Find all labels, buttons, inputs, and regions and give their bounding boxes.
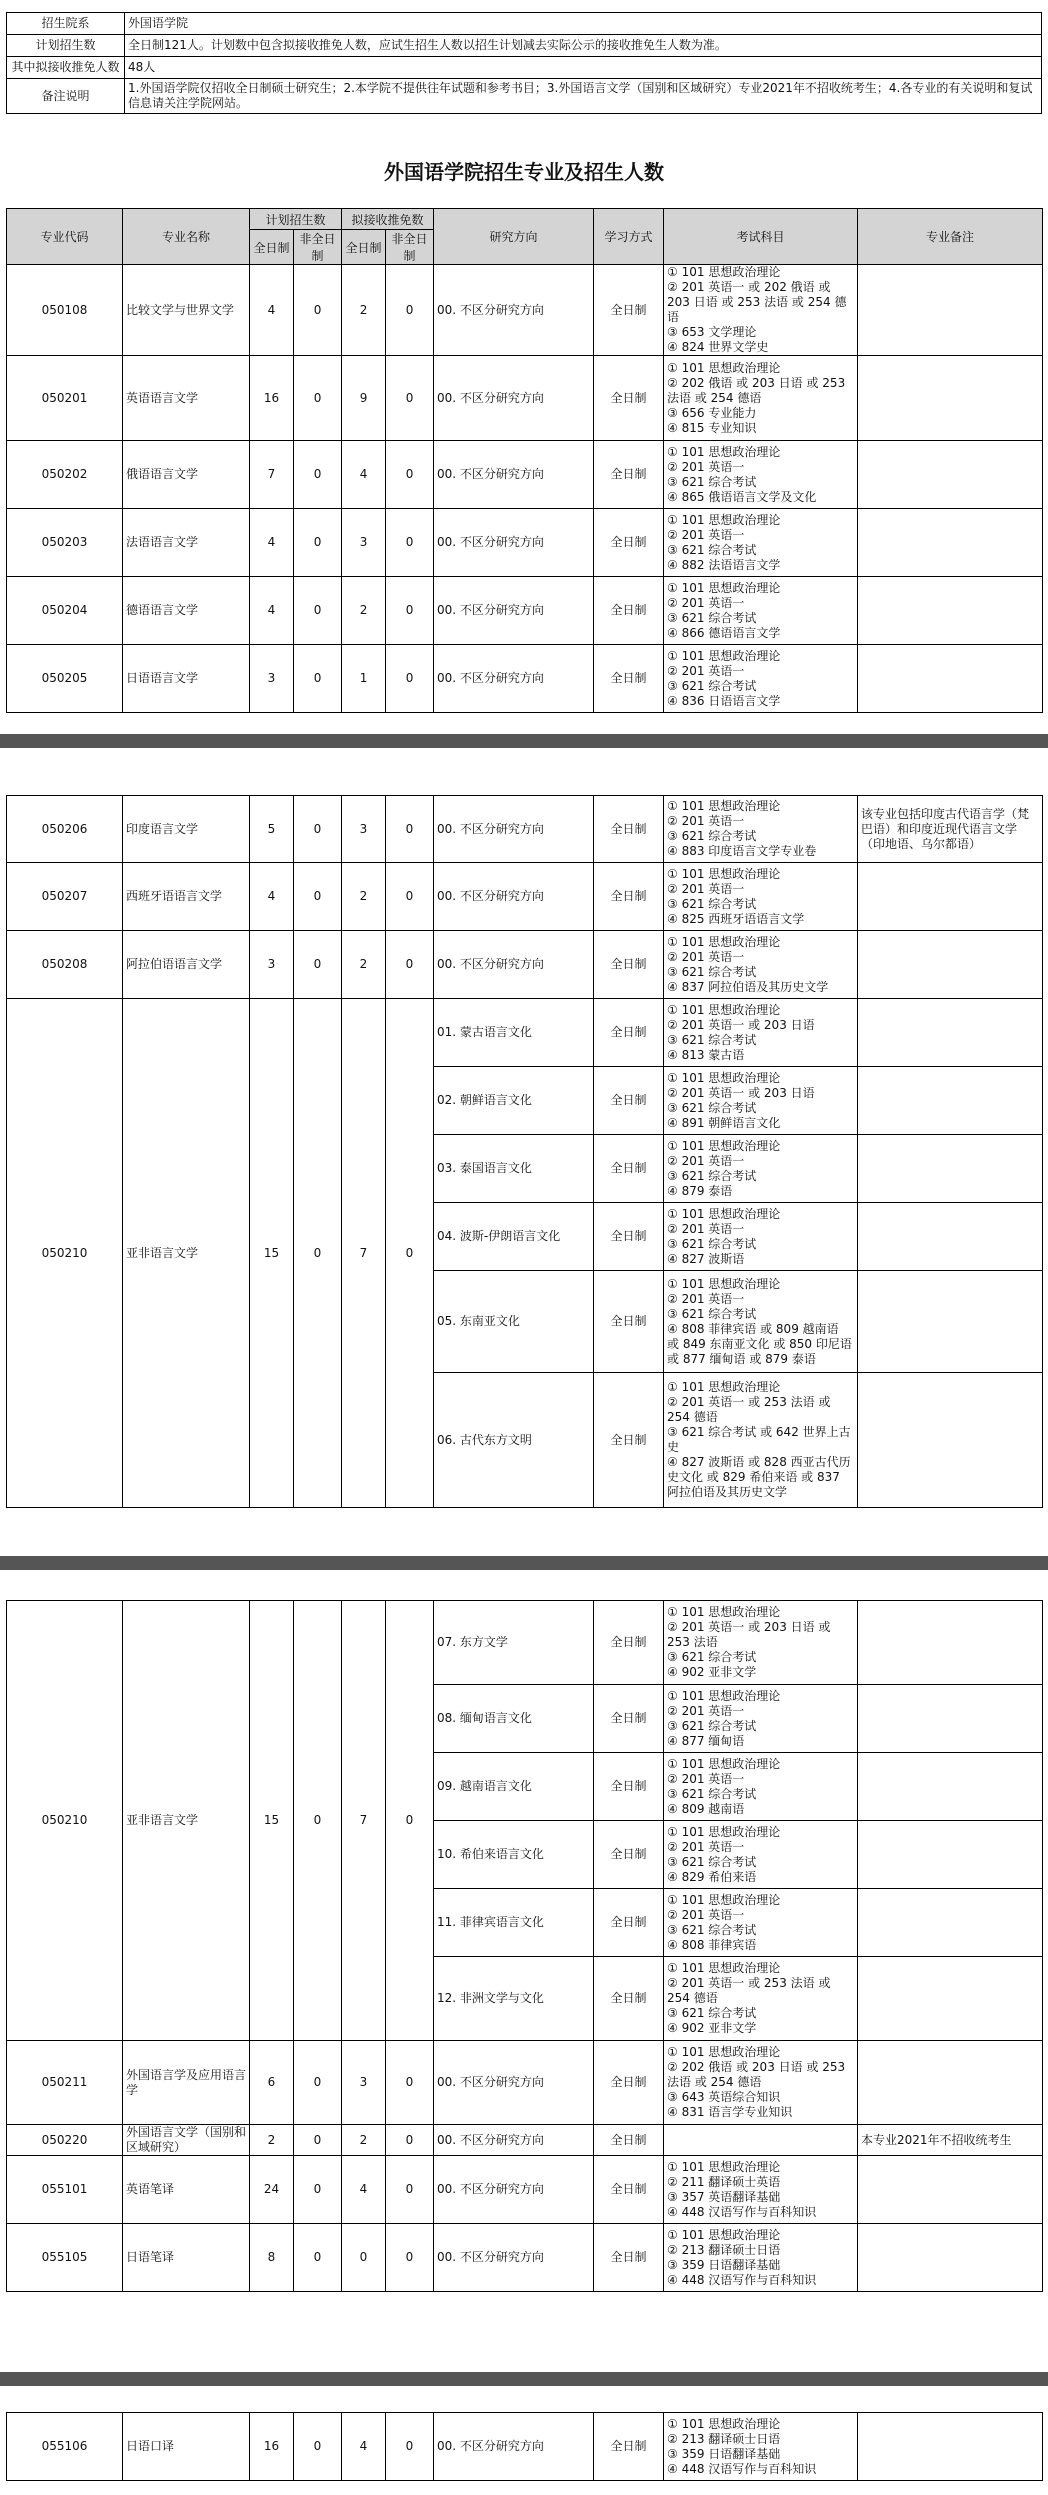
page-separator: [0, 1556, 1048, 1570]
major-note: [858, 509, 1043, 577]
plan-fulltime: 4: [250, 577, 294, 645]
major-note: [858, 2041, 1043, 2125]
rec-fulltime: 3: [342, 509, 386, 577]
table-row: [7, 441, 1043, 509]
major-note: [858, 1889, 1043, 1957]
header-note: 专业备注: [858, 209, 1043, 265]
major-note: [858, 265, 1043, 356]
header-code: 专业代码: [7, 209, 123, 265]
major-name: 俄语语言文学: [123, 441, 250, 509]
major-code: 050220: [7, 2125, 123, 2156]
major-note: [858, 577, 1043, 645]
exam-subjects: ① 101 思想政治理论 ② 201 英语一 ③ 621 综合考试 ④ 829 希伯来语: [664, 1821, 858, 1889]
major-code: 050206: [7, 796, 123, 863]
study-mode: 全日制: [594, 1203, 664, 1271]
research-direction: 02. 朝鲜语言文化: [434, 1067, 594, 1135]
research-direction: 12. 非洲文学与文化: [434, 1957, 594, 2041]
major-code: 050205: [7, 645, 123, 713]
plan-fulltime: 8: [250, 2224, 294, 2292]
majors-table-section-2: [6, 795, 1043, 1508]
rec-parttime: 0: [386, 2413, 434, 2481]
major-name: 日语口译: [123, 2413, 250, 2481]
major-note: [858, 1067, 1043, 1135]
rec-fulltime: 4: [342, 2156, 386, 2224]
major-code: 055101: [7, 2156, 123, 2224]
study-mode: 全日制: [594, 999, 664, 1067]
rec-parttime: 0: [386, 2041, 434, 2125]
header-rec-parttime: 非全日制: [386, 230, 434, 265]
research-direction: 00. 不区分研究方向: [434, 796, 594, 863]
table-row: [7, 796, 1043, 863]
table-row: [7, 863, 1043, 931]
major-note: [858, 1957, 1043, 2041]
major-note: [858, 1373, 1043, 1508]
exam-subjects: ① 101 思想政治理论 ② 201 英语一 ③ 621 综合考试 ④ 883 印度语言文学专业卷: [664, 796, 858, 863]
major-name: 外国语言文学（国别和区域研究）: [123, 2125, 250, 2156]
plan-parttime: 0: [294, 2041, 342, 2125]
research-direction: 00. 不区分研究方向: [434, 265, 594, 356]
major-note: [858, 356, 1043, 441]
plan-fulltime: 16: [250, 356, 294, 441]
research-direction: 07. 东方文学: [434, 1601, 594, 1685]
rec-parttime: 0: [386, 2224, 434, 2292]
exam-subjects: ① 101 思想政治理论 ② 201 英语一 ③ 621 综合考试 ④ 882 法语语言文学: [664, 509, 858, 577]
exam-subjects: ① 101 思想政治理论 ② 201 英语一 ③ 621 综合考试 ④ 877 缅甸语: [664, 1685, 858, 1753]
major-note: [858, 999, 1043, 1067]
study-mode: 全日制: [594, 356, 664, 441]
major-code: 050207: [7, 863, 123, 931]
major-name: 日语语言文学: [123, 645, 250, 713]
study-mode: 全日制: [594, 1957, 664, 2041]
plan-parttime: 0: [294, 577, 342, 645]
study-mode: 全日制: [594, 1889, 664, 1957]
rec-fulltime: 2: [342, 577, 386, 645]
plan-fulltime: 6: [250, 2041, 294, 2125]
study-mode: 全日制: [594, 1601, 664, 1685]
major-code: 050108: [7, 265, 123, 356]
plan-parttime: 0: [294, 265, 342, 356]
rec-parttime: 0: [386, 441, 434, 509]
plan-parttime: 0: [294, 441, 342, 509]
plan-fulltime: 4: [250, 265, 294, 356]
major-code: 050203: [7, 509, 123, 577]
exam-subjects: [664, 2125, 858, 2156]
major-name: 英语语言文学: [123, 356, 250, 441]
exam-subjects: ① 101 思想政治理论 ② 201 英语一 或 253 法语 或 254 德语 ③ 621 综合考试 或 642 世界上古史 ④ 827 波斯语 或 828 西亚古代历史文化 或 829 希伯来语 或 837 阿拉伯语及其历史文学: [664, 1373, 858, 1508]
major-note: [858, 1753, 1043, 1821]
major-note: [858, 2224, 1043, 2292]
table-row: [7, 999, 1043, 1067]
research-direction: 00. 不区分研究方向: [434, 645, 594, 713]
study-mode: 全日制: [594, 1821, 664, 1889]
plan-parttime: 0: [294, 645, 342, 713]
major-note: [858, 2156, 1043, 2224]
major-note: [858, 863, 1043, 931]
major-note: [858, 1601, 1043, 1685]
rec-parttime: 0: [386, 645, 434, 713]
major-name: 外国语言学及应用语言学: [123, 2041, 250, 2125]
research-direction: 00. 不区分研究方向: [434, 509, 594, 577]
exam-subjects: ① 101 思想政治理论 ② 201 英语一 ③ 621 综合考试 ④ 879 泰语: [664, 1135, 858, 1203]
major-code: 050211: [7, 2041, 123, 2125]
exam-subjects: ① 101 思想政治理论 ② 201 英语一 ③ 621 综合考试 ④ 825 西班牙语语言文学: [664, 863, 858, 931]
plan-parttime: 0: [294, 931, 342, 999]
exam-subjects: ① 101 思想政治理论 ② 202 俄语 或 203 日语 或 253 法语 或 254 德语 ③ 656 专业能力 ④ 815 专业知识: [664, 356, 858, 441]
major-code: 050201: [7, 356, 123, 441]
rec-fulltime: 7: [342, 999, 386, 1508]
header-plan-fulltime: 全日制: [250, 230, 294, 265]
research-direction: 00. 不区分研究方向: [434, 2224, 594, 2292]
research-direction: 00. 不区分研究方向: [434, 2413, 594, 2481]
plan-fulltime: 5: [250, 796, 294, 863]
exam-subjects: ① 101 思想政治理论 ② 213 翻译硕士日语 ③ 359 日语翻译基础 ④ 448 汉语写作与百科知识: [664, 2224, 858, 2292]
majors-table-section-4: [6, 2412, 1043, 2481]
major-code: 050202: [7, 441, 123, 509]
table-row: [7, 2125, 1043, 2156]
header-name: 专业名称: [123, 209, 250, 265]
study-mode: 全日制: [594, 2413, 664, 2481]
header-exam: 考试科目: [664, 209, 858, 265]
exam-subjects: ① 101 思想政治理论 ② 213 翻译硕士日语 ③ 359 日语翻译基础 ④ 448 汉语写作与百科知识: [664, 2413, 858, 2481]
research-direction: 01. 蒙古语言文化: [434, 999, 594, 1067]
rec-parttime: 0: [386, 509, 434, 577]
exam-subjects: ① 101 思想政治理论 ② 201 英语一 或 203 日语 或 253 法语 ③ 621 综合考试 ④ 902 亚非文学: [664, 1601, 858, 1685]
header-mode: 学习方式: [594, 209, 664, 265]
info-row: [7, 57, 1042, 79]
info-value: 外国语学院: [125, 13, 1042, 35]
plan-fulltime: 2: [250, 2125, 294, 2156]
major-note: [858, 1685, 1043, 1753]
info-value: 1.外国语学院仅招收全日制硕士研究生；2.本学院不提供往年试题和参考书目；3.外国语言文学（国别和区域研究）专业2021年不招收统考生；4.各专业的有关说明和复试信息请关注学院网站。: [125, 79, 1042, 114]
plan-fulltime: 4: [250, 863, 294, 931]
research-direction: 03. 泰国语言文化: [434, 1135, 594, 1203]
rec-parttime: 0: [386, 863, 434, 931]
research-direction: 09. 越南语言文化: [434, 1753, 594, 1821]
study-mode: 全日制: [594, 645, 664, 713]
major-name: 亚非语言文学: [123, 999, 250, 1508]
info-row: [7, 13, 1042, 35]
majors-table-section-1: [6, 208, 1043, 713]
page-separator: [0, 2372, 1048, 2386]
department-info-table: [6, 12, 1042, 114]
study-mode: 全日制: [594, 863, 664, 931]
info-label: 其中拟接收推免人数: [7, 57, 125, 79]
plan-fulltime: 16: [250, 2413, 294, 2481]
rec-parttime: 0: [386, 931, 434, 999]
rec-parttime: 0: [386, 2156, 434, 2224]
table-row: [7, 2413, 1043, 2481]
rec-fulltime: 0: [342, 2224, 386, 2292]
study-mode: 全日制: [594, 1373, 664, 1508]
exam-subjects: ① 101 思想政治理论 ② 202 俄语 或 203 日语 或 253 法语 或 254 德语 ③ 643 英语综合知识 ④ 831 语言学专业知识: [664, 2041, 858, 2125]
table-row: [7, 1601, 1043, 1685]
research-direction: 10. 希伯来语言文化: [434, 1821, 594, 1889]
rec-parttime: 0: [386, 577, 434, 645]
plan-fulltime: 15: [250, 999, 294, 1508]
exam-subjects: ① 101 思想政治理论 ② 201 英语一 ③ 621 综合考试 ④ 808 菲律宾语: [664, 1889, 858, 1957]
table-row: [7, 2041, 1043, 2125]
header-plan: 计划招生数: [250, 209, 342, 230]
table-row: [7, 2156, 1043, 2224]
plan-parttime: 0: [294, 509, 342, 577]
exam-subjects: ① 101 思想政治理论 ② 201 英语一 ③ 621 综合考试 ④ 837 阿拉伯语及其历史文学: [664, 931, 858, 999]
rec-parttime: 0: [386, 2125, 434, 2156]
research-direction: 00. 不区分研究方向: [434, 577, 594, 645]
exam-subjects: ① 101 思想政治理论 ② 201 英语一 或 203 日语 ③ 621 综合考试 ④ 891 朝鲜语言文化: [664, 1067, 858, 1135]
major-note: [858, 931, 1043, 999]
exam-subjects: ① 101 思想政治理论 ② 201 英语一 或 253 法语 或 254 德语 ③ 621 综合考试 ④ 902 亚非文学: [664, 1957, 858, 2041]
research-direction: 00. 不区分研究方向: [434, 2156, 594, 2224]
plan-fulltime: 3: [250, 931, 294, 999]
major-note: [858, 1821, 1043, 1889]
plan-parttime: 0: [294, 796, 342, 863]
research-direction: 11. 菲律宾语言文化: [434, 1889, 594, 1957]
study-mode: 全日制: [594, 2156, 664, 2224]
plan-fulltime: 24: [250, 2156, 294, 2224]
table-row: [7, 356, 1043, 441]
major-name: 德语语言文学: [123, 577, 250, 645]
major-name: 英语笔译: [123, 2156, 250, 2224]
table-row: [7, 645, 1043, 713]
rec-fulltime: 1: [342, 645, 386, 713]
major-note: [858, 2413, 1043, 2481]
exam-subjects: ① 101 思想政治理论 ② 201 英语一 ③ 621 综合考试 ④ 865 俄语语言文学及文化: [664, 441, 858, 509]
major-code: 050208: [7, 931, 123, 999]
header-row: [7, 209, 1043, 230]
major-code: 055105: [7, 2224, 123, 2292]
study-mode: 全日制: [594, 2224, 664, 2292]
plan-parttime: 0: [294, 2413, 342, 2481]
study-mode: 全日制: [594, 1135, 664, 1203]
table-row: [7, 509, 1043, 577]
rec-fulltime: 7: [342, 1601, 386, 2041]
major-code: 055106: [7, 2413, 123, 2481]
majors-table-section-3: [6, 1600, 1043, 2292]
study-mode: 全日制: [594, 577, 664, 645]
info-label: 备注说明: [7, 79, 125, 114]
study-mode: 全日制: [594, 2125, 664, 2156]
header-direction: 研究方向: [434, 209, 594, 265]
plan-fulltime: 7: [250, 441, 294, 509]
major-code: 050210: [7, 1601, 123, 2041]
header-recommended: 拟接收推免数: [342, 209, 434, 230]
table-row: [7, 931, 1043, 999]
plan-parttime: 0: [294, 2224, 342, 2292]
plan-parttime: 0: [294, 2125, 342, 2156]
info-label: 招生院系: [7, 13, 125, 35]
research-direction: 08. 缅甸语言文化: [434, 1685, 594, 1753]
exam-subjects: ① 101 思想政治理论 ② 201 英语一 或 202 俄语 或 203 日语 或 253 法语 或 254 德语 ③ 653 文学理论 ④ 824 世界文学史: [664, 265, 858, 356]
research-direction: 00. 不区分研究方向: [434, 2041, 594, 2125]
major-note: [858, 1203, 1043, 1271]
info-row: [7, 79, 1042, 114]
plan-parttime: 0: [294, 1601, 342, 2041]
study-mode: 全日制: [594, 796, 664, 863]
table-row: [7, 2224, 1043, 2292]
study-mode: 全日制: [594, 265, 664, 356]
exam-subjects: ① 101 思想政治理论 ② 201 英语一 ③ 621 综合考试 ④ 808 菲律宾语 或 809 越南语 或 849 东南亚文化 或 850 印尼语 或 877 缅甸语 或 879 泰语: [664, 1271, 858, 1373]
rec-parttime: 0: [386, 999, 434, 1508]
exam-subjects: ① 101 思想政治理论 ② 201 英语一 ③ 621 综合考试 ④ 809 越南语: [664, 1753, 858, 1821]
rec-fulltime: 2: [342, 265, 386, 356]
rec-fulltime: 3: [342, 796, 386, 863]
rec-fulltime: 3: [342, 2041, 386, 2125]
rec-fulltime: 4: [342, 2413, 386, 2481]
major-note: 该专业包括印度古代语言学（梵巴语）和印度近现代语言文学（印地语、乌尔都语）: [858, 796, 1043, 863]
research-direction: 06. 古代东方文明: [434, 1373, 594, 1508]
major-name: 印度语言文学: [123, 796, 250, 863]
major-name: 比较文学与世界文学: [123, 265, 250, 356]
rec-fulltime: 9: [342, 356, 386, 441]
rec-parttime: 0: [386, 265, 434, 356]
page-title: 外国语学院招生专业及招生人数: [384, 160, 664, 184]
major-note: [858, 1271, 1043, 1373]
plan-fulltime: 15: [250, 1601, 294, 2041]
major-name: 阿拉伯语语言文学: [123, 931, 250, 999]
rec-fulltime: 2: [342, 931, 386, 999]
major-note: [858, 645, 1043, 713]
exam-subjects: ① 101 思想政治理论 ② 201 英语一 ③ 621 综合考试 ④ 827 波斯语: [664, 1203, 858, 1271]
major-code: 050204: [7, 577, 123, 645]
study-mode: 全日制: [594, 441, 664, 509]
exam-subjects: ① 101 思想政治理论 ② 201 英语一 ③ 621 综合考试 ④ 866 德语语言文学: [664, 577, 858, 645]
rec-fulltime: 4: [342, 441, 386, 509]
research-direction: 00. 不区分研究方向: [434, 931, 594, 999]
major-name: 西班牙语语言文学: [123, 863, 250, 931]
study-mode: 全日制: [594, 2041, 664, 2125]
plan-parttime: 0: [294, 863, 342, 931]
research-direction: 00. 不区分研究方向: [434, 441, 594, 509]
research-direction: 05. 东南亚文化: [434, 1271, 594, 1373]
header-rec-fulltime: 全日制: [342, 230, 386, 265]
study-mode: 全日制: [594, 1685, 664, 1753]
exam-subjects: ① 101 思想政治理论 ② 211 翻译硕士英语 ③ 357 英语翻译基础 ④ 448 汉语写作与百科知识: [664, 2156, 858, 2224]
info-label: 计划招生数: [7, 35, 125, 57]
major-note: [858, 441, 1043, 509]
research-direction: 00. 不区分研究方向: [434, 2125, 594, 2156]
rec-parttime: 0: [386, 796, 434, 863]
plan-fulltime: 3: [250, 645, 294, 713]
major-code: 050210: [7, 999, 123, 1508]
research-direction: 04. 波斯-伊朗语言文化: [434, 1203, 594, 1271]
major-note: [858, 1135, 1043, 1203]
study-mode: 全日制: [594, 1753, 664, 1821]
study-mode: 全日制: [594, 931, 664, 999]
plan-parttime: 0: [294, 999, 342, 1508]
table-row: [7, 265, 1043, 356]
rec-parttime: 0: [386, 1601, 434, 2041]
rec-parttime: 0: [386, 356, 434, 441]
major-note: 本专业2021年不招收统考生: [858, 2125, 1043, 2156]
plan-fulltime: 4: [250, 509, 294, 577]
info-row: [7, 35, 1042, 57]
major-name: 日语笔译: [123, 2224, 250, 2292]
exam-subjects: ① 101 思想政治理论 ② 201 英语一 或 203 日语 ③ 621 综合考试 ④ 813 蒙古语: [664, 999, 858, 1067]
table-row: [7, 577, 1043, 645]
research-direction: 00. 不区分研究方向: [434, 863, 594, 931]
header-plan-parttime: 非全日制: [294, 230, 342, 265]
info-value: 48人: [125, 57, 1042, 79]
major-name: 亚非语言文学: [123, 1601, 250, 2041]
plan-parttime: 0: [294, 356, 342, 441]
research-direction: 00. 不区分研究方向: [434, 356, 594, 441]
study-mode: 全日制: [594, 1067, 664, 1135]
rec-fulltime: 2: [342, 863, 386, 931]
study-mode: 全日制: [594, 1271, 664, 1373]
major-name: 法语语言文学: [123, 509, 250, 577]
rec-fulltime: 2: [342, 2125, 386, 2156]
exam-subjects: ① 101 思想政治理论 ② 201 英语一 ③ 621 综合考试 ④ 836 日语语言文学: [664, 645, 858, 713]
study-mode: 全日制: [594, 509, 664, 577]
page-separator: [0, 734, 1048, 748]
info-value: 全日制121人。计划数中包含拟接收推免人数，应试生招生人数以招生计划减去实际公示的接收推免生人数为准。: [125, 35, 1042, 57]
plan-parttime: 0: [294, 2156, 342, 2224]
